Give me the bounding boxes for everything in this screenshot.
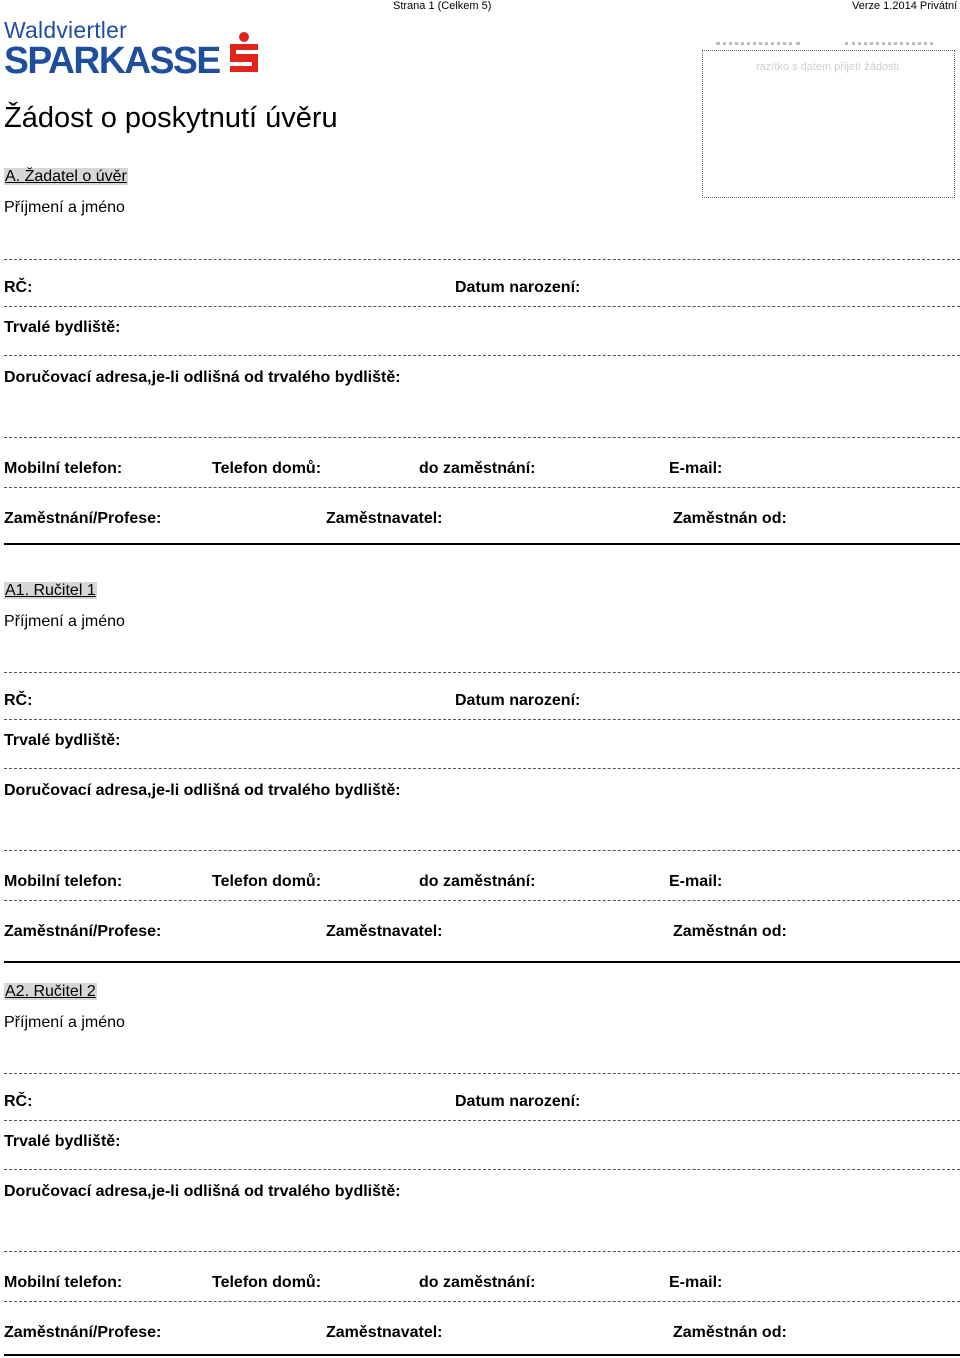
email-label: E-mail: [669, 1274, 723, 1291]
delivery-field-line[interactable] [4, 1251, 960, 1252]
birth-date-label: Datum narození: [455, 279, 581, 296]
home-phone-label: Telefon domů: [212, 873, 322, 890]
birth-date-label: Datum narození: [455, 1093, 581, 1110]
bank-logo [4, 18, 224, 80]
delivery-address-label: Doručovací adresa,je-li odlišná od trvalého bydliště: [4, 782, 401, 799]
email-label: E-mail: [669, 873, 723, 890]
name-field-line[interactable] [4, 1073, 960, 1074]
name-field-line[interactable] [4, 259, 960, 260]
contact-field-line[interactable] [4, 487, 960, 488]
employed-since-label: Zaměstnán od: [673, 923, 787, 940]
name-label: Příjmení a jméno [4, 613, 125, 630]
delivery-field-line[interactable] [4, 850, 960, 851]
birth-date-label: Datum narození: [455, 692, 581, 709]
residence-field-line[interactable] [4, 768, 960, 769]
stamp-dots-right [845, 42, 933, 45]
employer-label: Zaměstnavatel: [326, 923, 443, 940]
work-phone-label: do zaměstnání: [419, 873, 536, 890]
name-label: Příjmení a jméno [4, 199, 125, 216]
profession-label: Zaměstnání/Profese: [4, 510, 162, 527]
section-divider [4, 543, 960, 545]
page-title: Žádost o poskytnutí úvěru [4, 102, 338, 134]
section-heading-applicant: A. Žadatel o úvěr [5, 168, 127, 185]
employed-since-label: Zaměstnán od: [673, 510, 787, 527]
contact-field-line[interactable] [4, 1301, 960, 1302]
residence-label: Trvalé bydliště: [4, 319, 121, 336]
section-heading-guarantor-2: A2. Ručitel 2 [5, 983, 96, 1000]
delivery-address-label: Doručovací adresa,je-li odlišná od trvalého bydliště: [4, 369, 401, 386]
rc-label: RČ: [4, 1093, 33, 1110]
delivery-field-line[interactable] [4, 437, 960, 438]
residence-label: Trvalé bydliště: [4, 732, 121, 749]
rc-label: RČ: [4, 692, 33, 709]
home-phone-label: Telefon domů: [212, 1274, 322, 1291]
delivery-address-label: Doručovací adresa,je-li odlišná od trvalého bydliště: [4, 1183, 401, 1200]
profession-label: Zaměstnání/Profese: [4, 923, 162, 940]
employer-label: Zaměstnavatel: [326, 510, 443, 527]
residence-field-line[interactable] [4, 355, 960, 356]
mobile-phone-label: Mobilní telefon: [4, 460, 123, 477]
stamp-dots-left [716, 42, 800, 45]
work-phone-label: do zaměstnání: [419, 1274, 536, 1291]
employer-label: Zaměstnavatel: [326, 1324, 443, 1341]
name-field-line[interactable] [4, 672, 960, 673]
section-divider [4, 961, 960, 963]
residence-label: Trvalé bydliště: [4, 1133, 121, 1150]
logo-line2: SPARKASSE [4, 40, 220, 82]
sparkasse-s-icon [226, 32, 262, 81]
section-heading-guarantor-1: A1. Ručitel 1 [5, 582, 96, 599]
page-counter: Strana 1 (Celkem 5) [393, 0, 492, 12]
rc-field-line[interactable] [4, 1120, 960, 1121]
home-phone-label: Telefon domů: [212, 460, 322, 477]
mobile-phone-label: Mobilní telefon: [4, 1274, 123, 1291]
version-label: Verze 1.2014 Privátní [852, 0, 958, 12]
work-phone-label: do zaměstnání: [419, 460, 536, 477]
name-label: Příjmení a jméno [4, 1014, 125, 1031]
logo-line1: Waldviertler [4, 17, 127, 43]
stamp-label: razítko s datem přijetí žádosti [756, 61, 900, 73]
profession-label: Zaměstnání/Profese: [4, 1324, 162, 1341]
mobile-phone-label: Mobilní telefon: [4, 873, 123, 890]
email-label: E-mail: [669, 460, 723, 477]
section-divider [4, 1354, 960, 1356]
rc-label: RČ: [4, 279, 33, 296]
residence-field-line[interactable] [4, 1169, 960, 1170]
rc-field-line[interactable] [4, 306, 960, 307]
rc-field-line[interactable] [4, 719, 960, 720]
contact-field-line[interactable] [4, 900, 960, 901]
employed-since-label: Zaměstnán od: [673, 1324, 787, 1341]
